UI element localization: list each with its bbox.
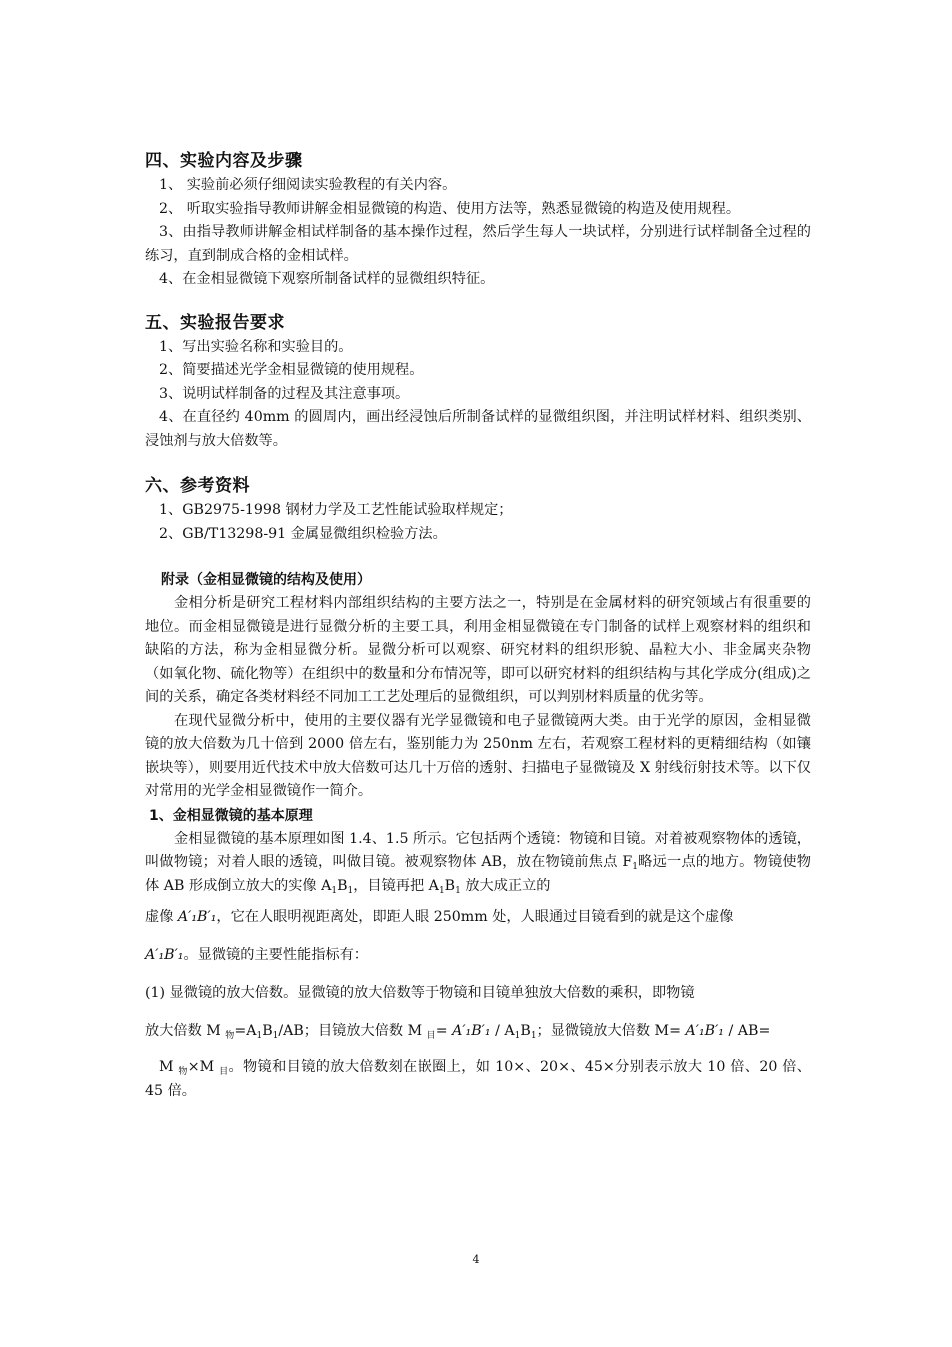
magnification-formula-line: 放大倍数 M $_物=A_1B_1/AB$；目镜放大倍数 M $_目= A'_1B'_1 / A_1B_1$；显微镜放大倍数 M= A′₁B′₁ / AB= bbox=[145, 1023, 771, 1041]
section-5-item-1: 1、写出实验名称和实验目的。 bbox=[159, 338, 353, 355]
appendix-heading: 附录（金相显微镜的结构及使用） bbox=[161, 572, 371, 588]
section-4-item-3: 3、由指导教师讲解金相试样制备的基本操作过程，然后学生每人一块试样，分别进行试样制备全过程的练习，直到制成合格的金相试样。 bbox=[145, 224, 811, 264]
magnification-line-1: (1) 显微镜的放大倍数。显微镜的放大倍数等于物镜和目镜单独放大倍数的乘积，即物镜 bbox=[145, 985, 695, 1001]
virtual-image-symbol: A′₁B′₁ bbox=[177, 909, 217, 925]
section-6-item-1: 1、GB2975-1998 钢材力学及工艺性能试验取样规定； bbox=[159, 502, 513, 518]
section-6-item-2: 2、GB/T13298-91 金属显微组织检验方法。 bbox=[159, 525, 447, 542]
virtual-image-line: 虚像 A′₁B′₁，它在人眼明视距离处，即距人眼 250mm 处，人眼通过目镜看到的就是这个虚像 bbox=[145, 909, 734, 925]
performance-intro-line: A′₁B′₁。显微镜的主要性能指标有： bbox=[145, 947, 368, 963]
section-5-heading: 五、实验报告要求 bbox=[145, 312, 285, 333]
section-4-item-2: 2、 听取实验指导教师讲解金相显微镜的构造、使用方法等，熟悉显微镜的构造及使用规程。 bbox=[159, 200, 741, 217]
magnification-line-3: M $_物$×M $_目$。物镜和目镜的放大倍数刻在嵌圈上，如 10×、20×、45×分别表示放大 10 倍、20 倍、45 倍。 bbox=[145, 1059, 811, 1099]
appendix-paragraph-1: 金相分析是研究工程材料内部组织结构的主要方法之一，特别是在金属材料的研究领域占有很重要的地位。而金相显微镜是进行显微分析的主要工具，利用金相显微镜在专门制备的试样上观察材料的组织和缺陷的方法，称为金相显微分析。显微分析可以观察、研究材料的组织形貌、晶粒大小、非金属夹杂物（如氧化物、硫化物等）在组织中的数量和分布情况等，即可以研究材料的组织结构与其化学成分(组成)之间的关系，确定各类材料经不同加工工艺处理后的显微组织，可以判别材料质量的优劣等。 bbox=[145, 595, 811, 705]
page-number: 4 bbox=[472, 1253, 480, 1266]
section-6-heading: 六、参考资料 bbox=[145, 476, 250, 496]
page-content bbox=[145, 148, 811, 1103]
section-5-item-2: 2、简要描述光学金相显微镜的使用规程。 bbox=[159, 362, 424, 378]
appendix-paragraph-2: 在现代显微分析中，使用的主要仪器有光学显微镜和电子显微镜两大类。由于光学的原因，金相显微镜的放大倍数为几十倍到 2000 倍左右，鉴别能力为 250nm 左右，若观察工程材料的更精细结构（如镶嵌块等），则要用近代技术中放大倍数可达几十万倍的透射、扫描电子显微镜及 X 射线衍射技术等。以下仅对常用的光学金相显微镜作一简介。 bbox=[145, 712, 811, 799]
section-4-item-1: 1、 实验前必须仔细阅读实验教程的有关内容。 bbox=[159, 177, 457, 193]
section-5-item-4: 4、在直径约 40mm 的圆周内，画出经浸蚀后所制备试样的显微组织图，并注明试样材料、组织类别、浸蚀剂与放大倍数等。 bbox=[145, 409, 811, 449]
section-5-item-3: 3、说明试样制备的过程及其注意事项。 bbox=[159, 385, 410, 402]
principle-subheading: 1、金相显微镜的基本原理 bbox=[149, 807, 313, 824]
section-4-item-4: 4、在金相显微镜下观察所制备试样的显微组织特征。 bbox=[159, 271, 495, 287]
section-4-heading: 四、实验内容及步骤 bbox=[145, 151, 303, 171]
principle-paragraph: 金相显微镜的基本原理如图 1.4、1.5 所示。它包括两个透镜：物镜和目镜。对着被观察物体的透镜，叫做物镜；对着人眼的透镜，叫做目镜。被观察物体 AB，放在物镜前焦点 $F_1$略远一点的地方。物镜使物体 AB 形成倒立放大的实像 $A_1B_1$，目镜再把 $A_1B_1$ 放大成正立的 bbox=[145, 830, 811, 896]
